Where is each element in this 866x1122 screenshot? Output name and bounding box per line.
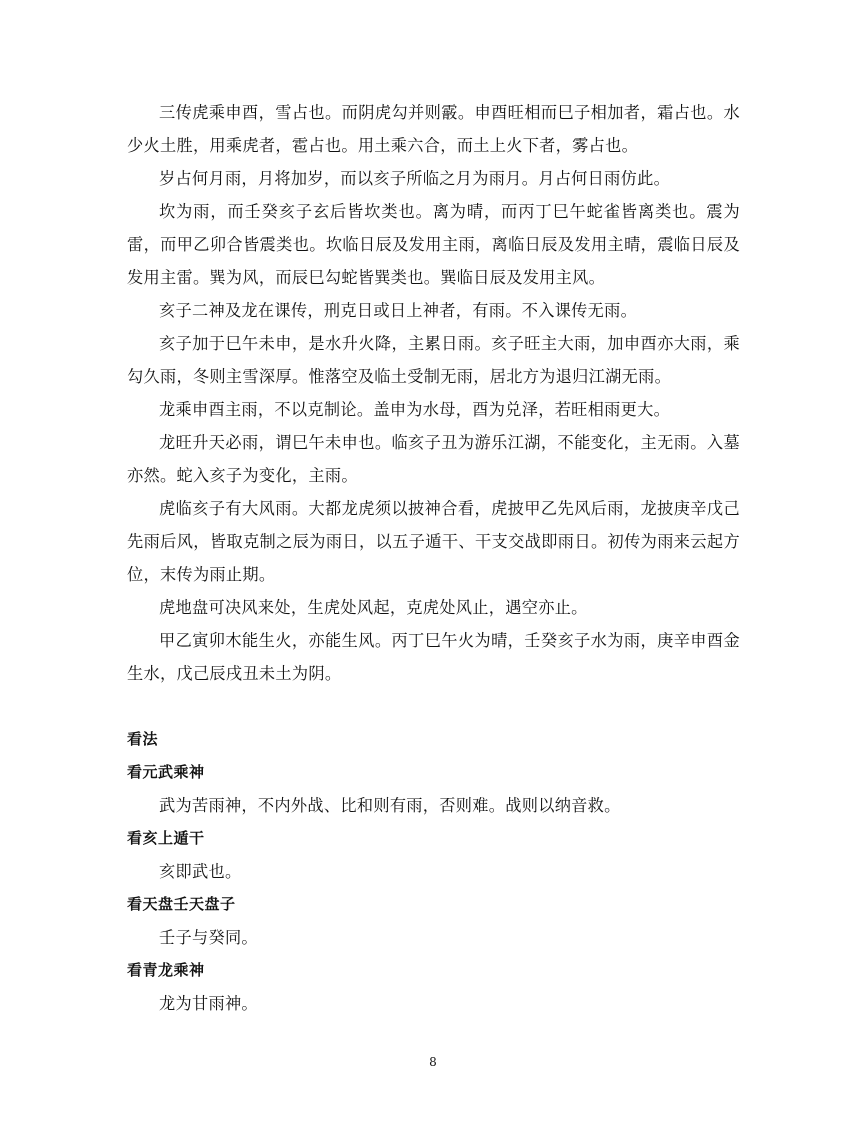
section-title: 看法 [127, 730, 159, 748]
body-paragraph: 亥子二神及龙在课传，刑克日或日上神者，有雨。不入课传无雨。 [159, 301, 638, 320]
subsection-heading: 看青龙乘神 [127, 961, 205, 979]
subsection-text: 武为苦雨神，不内外战、比和则有雨，否则难。战则以纳音救。 [159, 796, 621, 815]
subsection-heading: 看天盘壬天盘子 [127, 895, 236, 913]
body-paragraph: 岁占何月雨，月将加岁，而以亥子所临之月为雨月。月占何日雨仿此。 [159, 169, 671, 188]
body-paragraph: 亥子加于巳午未申，是水升火降，主累日雨。亥子旺主大雨，加申酉亦大雨，乘勾久雨，冬则主雪深厚。惟落空及临土受制无雨，居北方为退归江湖无雨。 [127, 334, 740, 386]
body-paragraph: 虎临亥子有大风雨。大都龙虎须以披神合看，虎披甲乙先风后雨，龙披庚辛戊己先雨后风，皆取克制之辰为雨日，以五子遁干、干支交战即雨日。初传为雨来云起方位，末传为雨止期。 [127, 499, 740, 584]
subsection-text: 壬子与癸同。 [159, 928, 258, 947]
body-paragraph: 虎地盘可决风来处，生虎处风起，克虎处风止，遇空亦止。 [159, 598, 588, 617]
subsection-text: 亥即武也。 [159, 862, 242, 881]
body-paragraph: 龙乘申酉主雨，不以克制论。盖申为水母，酉为兑泽，若旺相雨更大。 [159, 400, 671, 419]
section-spacer [127, 690, 740, 723]
body-paragraph: 三传虎乘申酉，雪占也。而阴虎勾并则霰。申酉旺相而巳子相加者，霜占也。水少火土胜，用乘虎者，雹占也。用土乘六合，而土上火下者，雾占也。 [127, 103, 740, 155]
subsection-heading: 看亥上遁干 [127, 829, 205, 847]
body-paragraph: 龙旺升天必雨，谓巳午未申也。临亥子丑为游乐江湖，不能变化，主无雨。入墓亦然。蛇入亥子为变化，主雨。 [127, 433, 740, 485]
page-number: 8 [429, 1055, 437, 1069]
subsection-text: 龙为甘雨神。 [159, 994, 258, 1013]
subsection-heading: 看元武乘神 [127, 763, 205, 781]
body-paragraph: 坎为雨，而壬癸亥子玄后皆坎类也。离为晴，而丙丁巳午蛇雀皆离类也。震为雷，而甲乙卯合皆震类也。坎临日辰及发用主雨，离临日辰及发用主晴，震临日辰及发用主雷。巽为风，而辰巳勾蛇皆巽类也。巽临日辰及发用主风。 [127, 202, 740, 287]
page-content [127, 96, 740, 1020]
body-paragraph: 甲乙寅卯木能生火，亦能生风。丙丁巳午火为晴，壬癸亥子水为雨，庚辛申酉金生水，戊己辰戌丑未土为阴。 [127, 631, 740, 683]
